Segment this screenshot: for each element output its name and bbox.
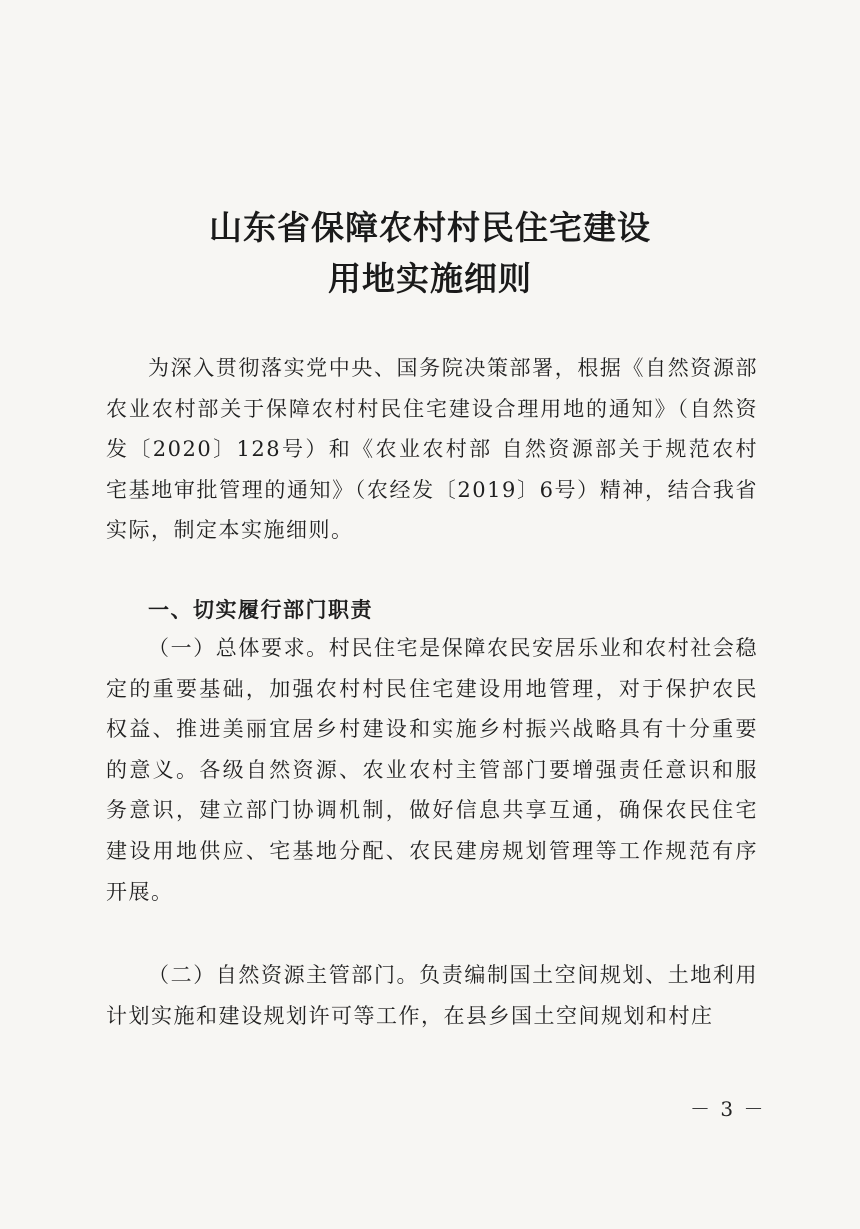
page-number: － 3 － [690, 1097, 766, 1121]
intro-paragraph: 为深入贯彻落实党中央、国务院决策部署，根据《自然资源部 农业农村部关于保障农村村民住宅建设合理用地的通知》（自然资发〔2020〕128号）和《农业农村部 自然资源部关于规范农村宅基地审批管理的通知》（农经发〔2019〕6号）精神，结合我省实际，制定本实施细则。 [106, 356, 758, 543]
section-heading: 一、切实履行部门职责 [148, 598, 373, 622]
document-title-line2: 用地实施细则 [328, 259, 532, 298]
paragraph-general-requirements: （一）总体要求。村民住宅是保障农民安居乐业和农村社会稳定的重要基础，加强农村村民住宅建设用地管理，对于保护农民权益、推进美丽宜居乡村建设和实施乡村振兴战略具有十分重要的意义。各级自然资源、农业农村主管部门要增强责任意识和服务意识，建立部门协调机制，做好信息共享互通，确保农民住宅建设用地供应、宅基地分配、农民建房规划管理等工作规范有序开展。 [106, 636, 758, 904]
document-title-line1: 山东省保障农村村民住宅建设 [209, 208, 651, 247]
paragraph-natural-resources-dept: （二）自然资源主管部门。负责编制国土空间规划、土地利用计划实施和建设规划许可等工作，在县乡国土空间规划和村庄 [106, 963, 758, 1028]
